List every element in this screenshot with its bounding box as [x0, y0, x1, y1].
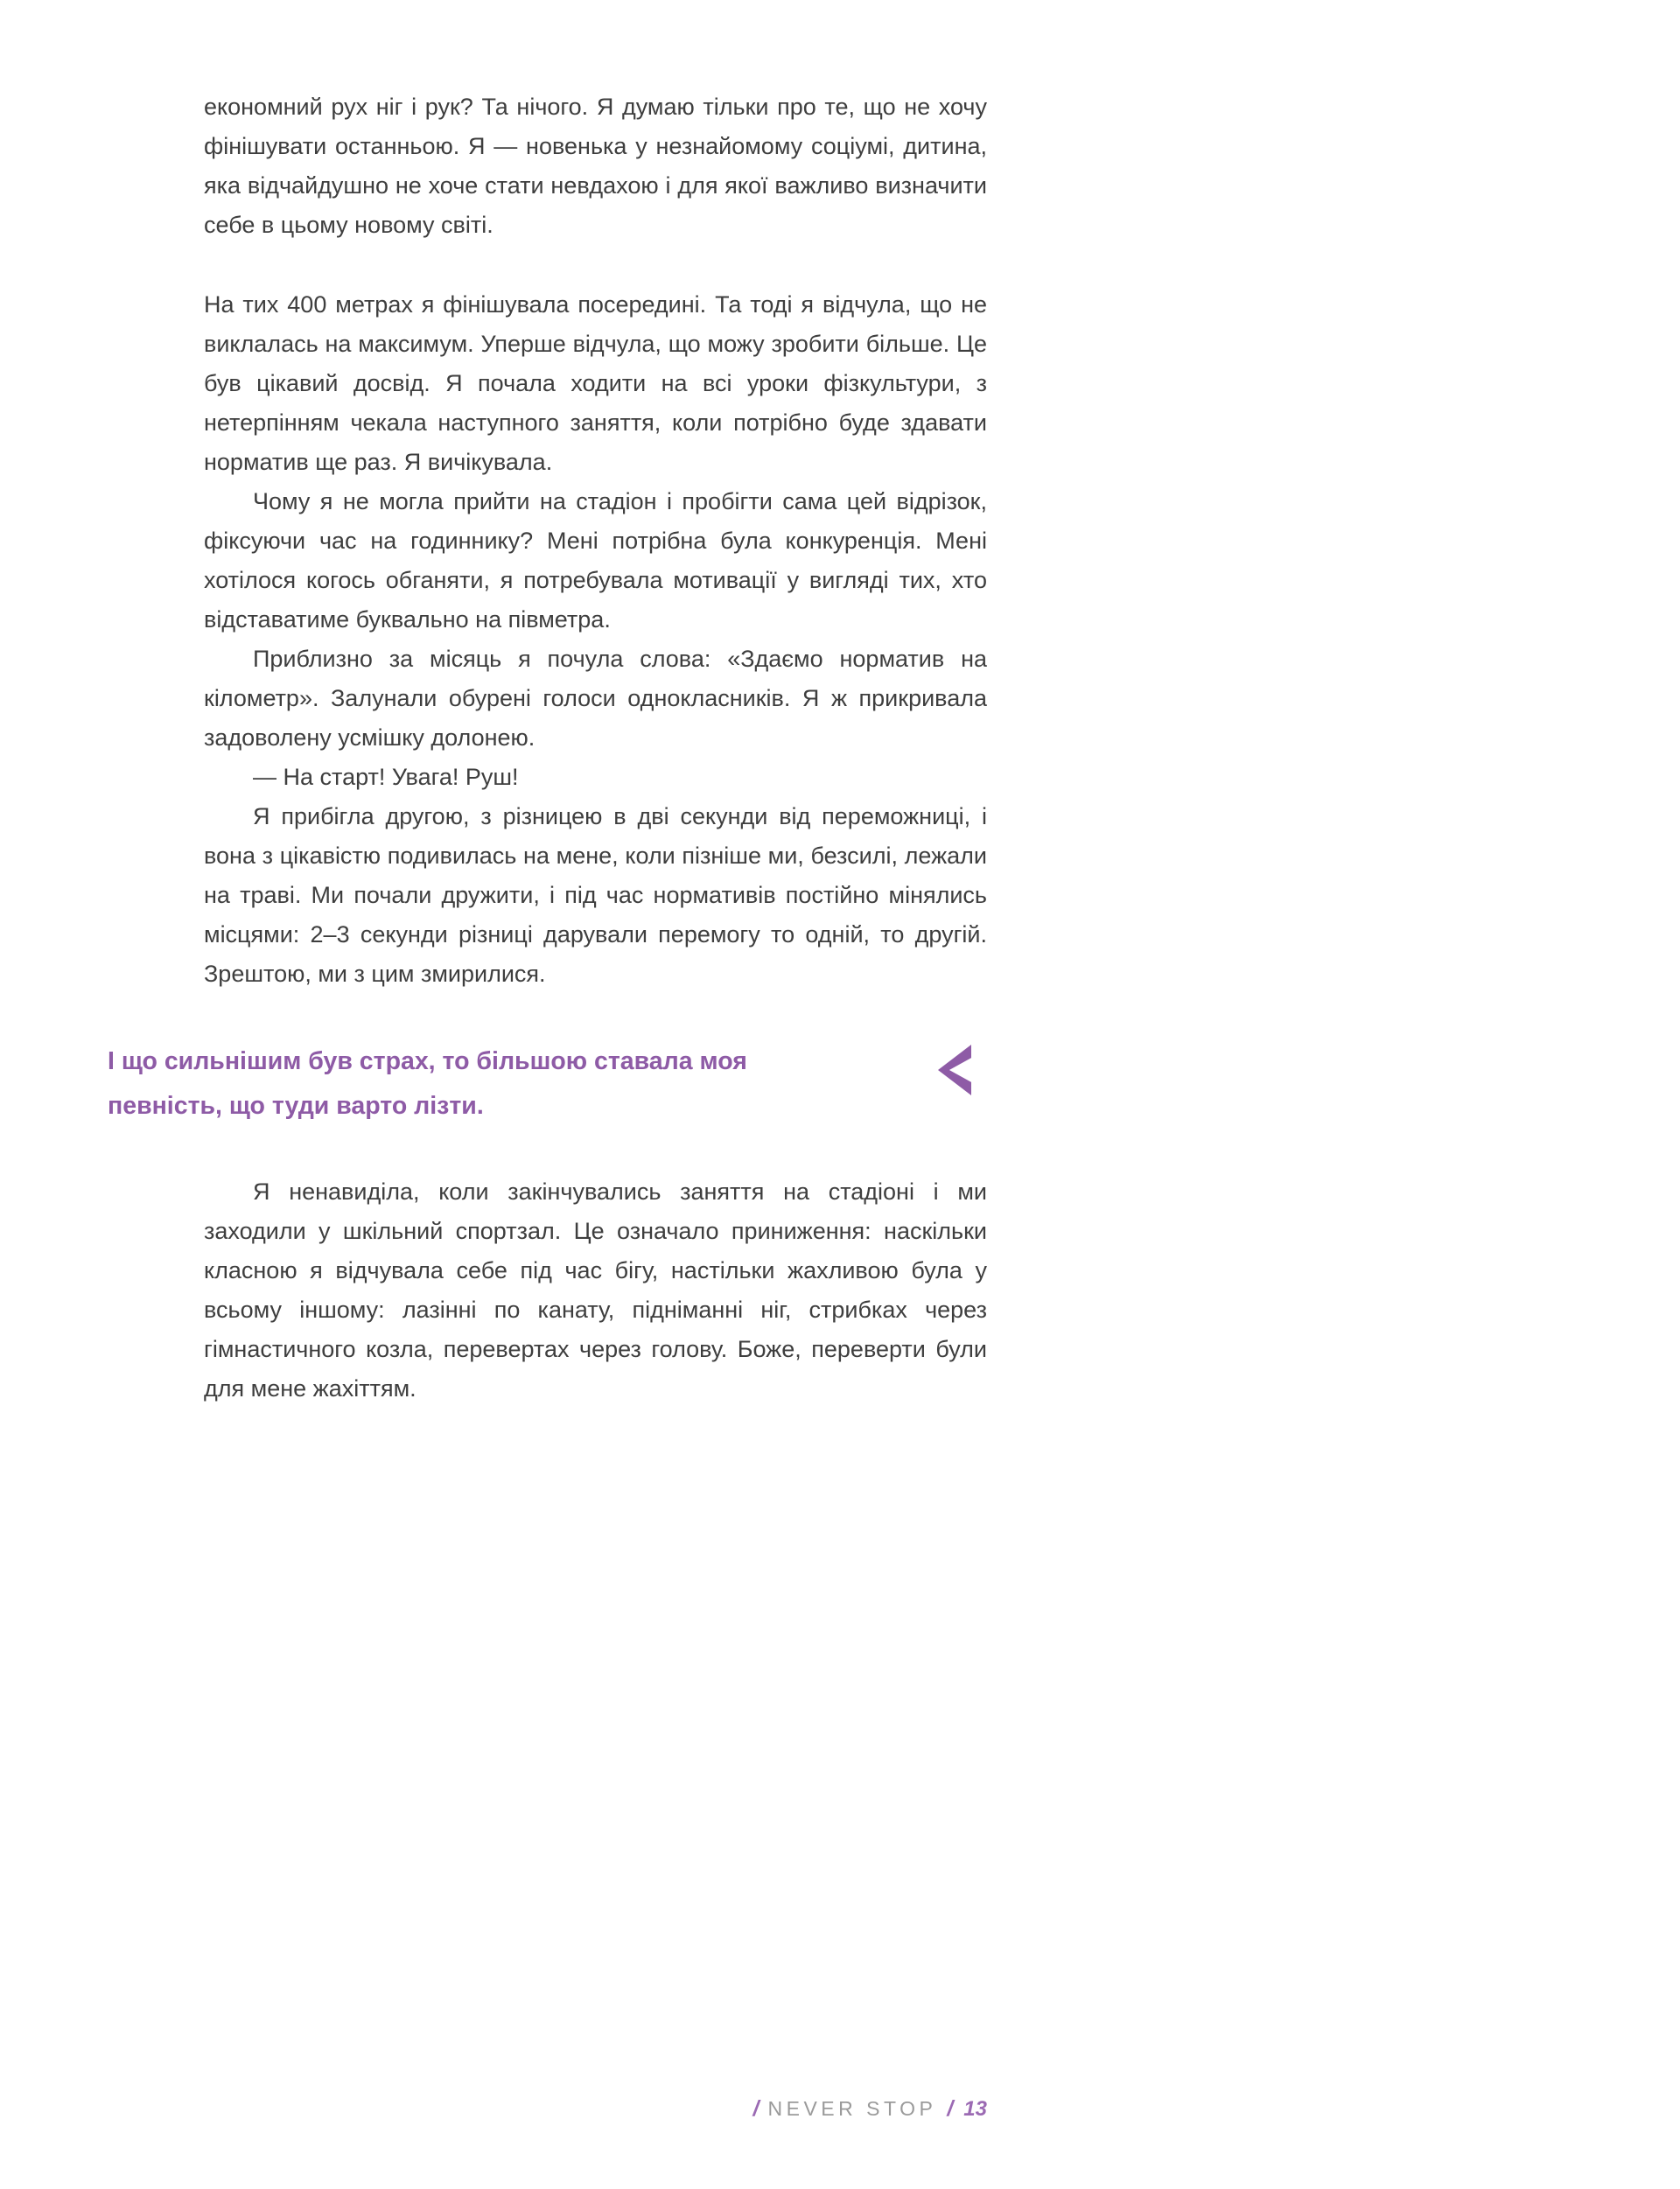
brand-name: NEVER STOP	[767, 2097, 937, 2120]
body-paragraph: Я ненавиділа, коли закінчувались заняття на стадіоні і ми заходили у шкільний спортзал. Це означало приниження: наскільки класною я відчувала себе під час бігу, настільки жахливою була у всьому іншому: лазінні по канату, підніманні ніг, стрибках через гімнастичного козла, перевертах через голову. Боже, переверти були для мене жахіттям.	[204, 1178, 987, 1402]
body-paragraph: Приблизно за місяць я почула слова: «Здаємо норматив на кілометр». Залунали обурені голоси однокласників. Я ж прикривала задоволену усмішку долонею.	[204, 646, 987, 751]
page-number: 13	[963, 2097, 987, 2121]
dialogue-line: — На старт! Увага! Руш!	[253, 764, 519, 790]
body-paragraph: Я прибігла другою, з різницею в дві секунди від переможниці, і вона з цікавістю подивилась на мене, коли пізніше ми, безсилі, лежали на траві. Ми почали дружити, і під час нормативів постійно мінялись місцями: 2–3 секунди різниці дарували перемогу то одній, то другій. Зрештою, ми з цим змирилися.	[204, 803, 987, 987]
page-footer	[204, 2096, 987, 2122]
footer-slash-icon: /	[947, 2096, 954, 2121]
page-content	[108, 87, 987, 1409]
footer-slash-icon: /	[752, 2096, 760, 2121]
body-paragraph: На тих 400 метрах я фінішувала посередині. Та тоді я відчула, що не виклалась на максимум. Уперше відчула, що можу зробити більше. Це був цікавий досвід. Я почала ходити на всі уроки фізкультури, з нетерпінням чекала наступного заняття, коли потрібно буде здавати норматив ще раз. Я вичікувала.	[204, 291, 987, 475]
body-paragraph: Чому я не могла прийти на стадіон і пробігти сама цей відрізок, фіксуючи час на годиннику? Мені потрібна була конкуренція. Мені хотілося когось обганяти, я потребувала мотивації у вигляді тих, хто відставатиме буквально на півметра.	[204, 488, 987, 633]
body-paragraph: економний рух ніг і рук? Та нічого. Я думаю тільки про те, що не хочу фінішувати останньою. Я — новенька у незнайомому соціумі, дитина, яка відчайдушно не хоче стати невдахою і для якої важливо визначити себе в цьому новому світі.	[204, 94, 987, 238]
pull-quote	[108, 1039, 834, 1129]
pull-quote-text: І що сильнішим був страх, то більшою ставала моя певність, що туди варто лізти.	[108, 1047, 747, 1120]
chevron-left-icon	[938, 1045, 971, 1095]
